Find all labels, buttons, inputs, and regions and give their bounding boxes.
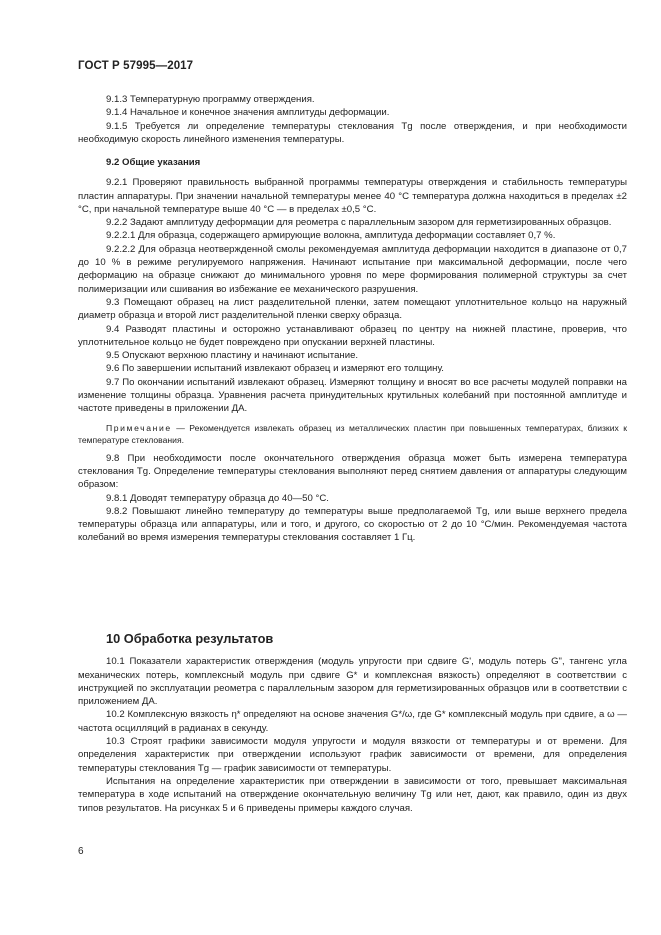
note	[78, 422, 627, 446]
paragraph-9-8-2: 9.8.2 Повышают линейно температуру до температуры выше предполагаемой Tg, или выше верхнего предела температуры образца или аппаратуры, или и того, и другого, со скоростью от 2 до 10 °С/мин. Рекомендуемая частота колебаний во время измерения температуры стеклования составляет 1 Гц.	[78, 505, 627, 544]
paragraph-9-8-1: 9.8.1 Доводят температуру образца до 40—50 °С.	[106, 492, 329, 504]
items-9-1-block	[78, 93, 627, 146]
section-10	[78, 632, 627, 815]
section-9-2	[78, 156, 627, 545]
paragraph-9-2-2-1: 9.2.2.1 Для образца, содержащего армирующие волокна, амплитуда деформации составляет 0,7 %.	[106, 230, 556, 242]
paragraph-9-5: 9.5 Опускают верхнюю пластину и начинают испытание.	[106, 350, 359, 362]
paragraph-9-2-1: 9.2.1 Проверяют правильность выбранной программы температуры отверждения и стабильность температуры пластин аппаратуры. При значении начальной температуры менее 40 °С температура должна находиться в пределах ±2 °С, при начальной температуре выше 40 °С — в пределах ±0,5 °С.	[78, 177, 627, 215]
paragraph-10-2: 10.2 Комплексную вязкость η* определяют на основе значения G*/ω, где G* комплексный модуль при сдвиге, а ω — частота осцилляций в радианах в секунду.	[78, 709, 627, 734]
paragraph-9-7: 9.7 По окончании испытаний извлекают образец. Измеряют толщину и вносят во все расчеты модулей поправки на изменение толщины образца. Уравнения расчета принудительных крутильных колебаний при постоянной амплитуде и частоте приведены в приложении ДА.	[78, 376, 627, 415]
section-9-2-heading: 9.2 Общие указания	[106, 157, 201, 168]
paragraph-10-3: 10.3 Строят графики зависимости модуля упругости и модуля вязкости от температуры и от времени. Для определения характеристик при отверждении используют график зависимости от времени, для определения температуры стеклования Tg — график зависимости от температуры.	[78, 736, 627, 774]
section-10-heading: 10 Обработка результатов	[106, 631, 274, 646]
paragraph-10-1: 10.1 Показатели характеристик отверждения (модуль упругости при сдвиге G', модуль потерь G", тангенс угла механических потерь, комплексный модуль при сдвиге G* и комплексная вязкость) определяют в соответствии с инструкцией по эксплуатации реометра с параллельным зазором для герметизированных образцов или в соответствии с приложением ДА.	[78, 656, 627, 708]
paragraph-9-4: 9.4 Разводят пластины и осторожно устанавливают образец по центру на нижней пластине, проверив, что уплотнительное кольцо не будет повреждено при опускании верхней пластины.	[78, 323, 627, 348]
item-9-1-3: 9.1.3 Температурную программу отверждения.	[106, 94, 315, 105]
paragraph-10-tests: Испытания на определение характеристик при отверждении в зависимости от того, превышает максимальная температура в ходе испытаний на отверждение окончательную величину Tg или нет, дают, как правило, один из двух типов результатов. На рисунках 5 и 6 приведены примеры каждого случая.	[78, 775, 627, 814]
paragraph-9-2-2: 9.2.2 Задают амплитуду деформации для реометра с параллельным зазором для герметизированных образцов.	[106, 217, 612, 229]
paragraph-9-3: 9.3 Помещают образец на лист разделительной пленки, затем помещают уплотнительное кольцо на наружный диаметр образца и второй лист разделительной пленки сверху образца.	[78, 296, 627, 322]
note-label: Примечание	[106, 422, 172, 433]
paragraph-9-8: 9.8 При необходимости после окончательного отверждения образца может быть измерена температура стеклования Tg. Определение температуры стеклования выполняют перед снятием давления от аппаратуры следующим образом:	[78, 452, 627, 491]
paragraph-9-2-2-2: 9.2.2.2 Для образца неотвержденной смолы рекомендуемая амплитуда деформации находится в диапазоне от 0,7 до 10 % в режиме регулируемого напряжения. Начинают испытание при максимальной деформации, после чего деформацию на образце снижают до минимального уровня по мере формирования полимерной структуры за счет полимеризации или сшивания во избежание ее механического разрушения.	[78, 243, 627, 295]
document-header: ГОСТ Р 57995—2017	[78, 60, 194, 72]
paragraph-9-6: 9.6 По завершении испытаний извлекают образец и измеряют его толщину.	[106, 363, 444, 375]
item-9-1-5: 9.1.5 Требуется ли определение температуры стеклования Tg после отверждения, и при необходимости необходимую скорость линейного изменения температуры.	[78, 120, 627, 145]
page-number: 6	[78, 846, 84, 857]
note-text: — Рекомендуется извлекать образец из металлических пластин при повышенных температурах, близких к температуре стеклования.	[78, 422, 627, 445]
item-9-1-4: 9.1.4 Начальное и конечное значения амплитуды деформации.	[106, 107, 390, 119]
